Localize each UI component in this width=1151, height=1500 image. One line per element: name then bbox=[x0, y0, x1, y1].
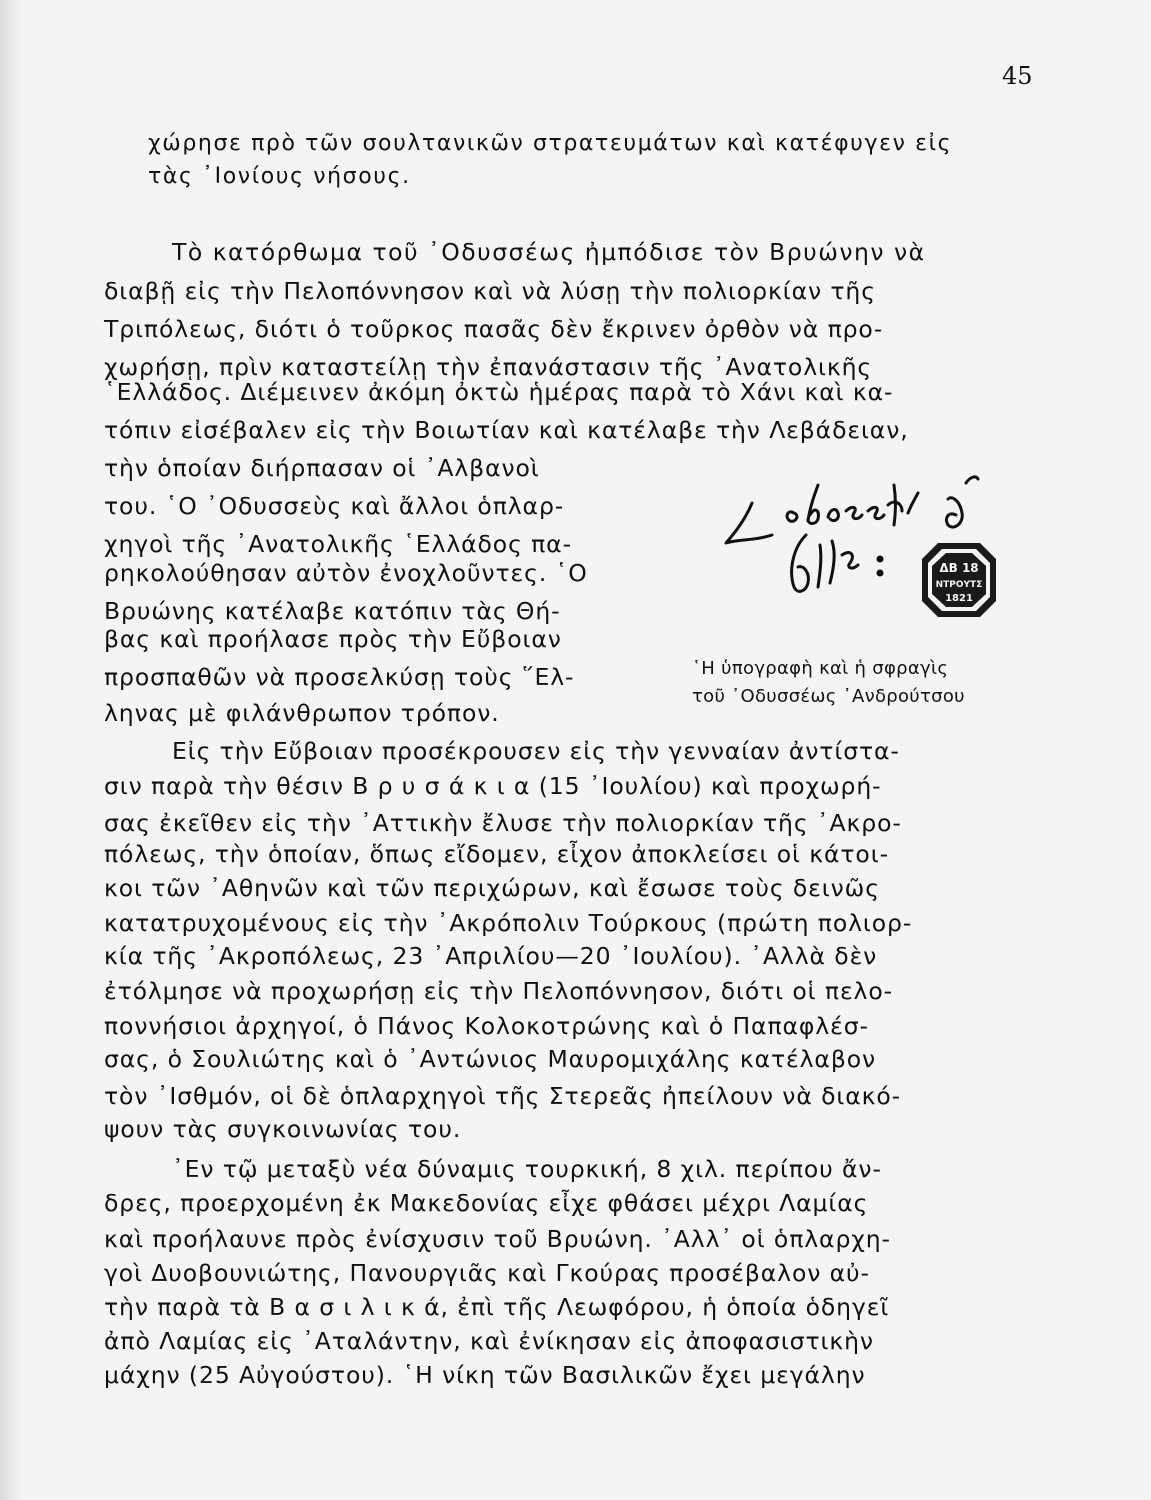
text-line: σας ἐκεῖθεν εἰς τὴν ᾽Αττικὴν ἔλυσε τὴν πολιορκίαν τῆς ᾽Ακρο- bbox=[104, 809, 902, 837]
page-edge-shadow bbox=[0, 0, 22, 1500]
text-line: ψουν τὰς συγκοινωνίας του. bbox=[104, 1115, 462, 1143]
text-line: σας, ὁ Σουλιώτης καὶ ὁ ᾽Αντώνιος Μαυρομιχάλης κατέλαβον bbox=[104, 1045, 877, 1073]
text-line: τὴν παρὰ τὰ Β α σ ι λ ι κ ά, ἐπὶ τῆς Λεωφόρου, ἡ ὁποία ὁδηγεῖ bbox=[104, 1293, 890, 1321]
text-line: διαβῇ εἰς τὴν Πελοπόννησον καὶ νὰ λύσῃ τὴν πολιορκίαν τῆς bbox=[104, 277, 876, 305]
text-line: ἐτόλμησε νὰ προχωρήσῃ εἰς τὴν Πελοπόννησον, διότι οἱ πελο- bbox=[104, 977, 894, 1005]
text-line: μάχην (25 Αὐγούστου). ῾Η νίκη τῶν Βασιλικῶν ἔχει μεγάλην bbox=[104, 1361, 866, 1389]
text-line: τὰς ᾽Ιονίους νήσους. bbox=[148, 164, 411, 189]
text-line: ἀπὸ Λαμίας εἰς ᾽Αταλάντην, καὶ ἐνίκησαν εἰς ἀποφασιστικὴν bbox=[104, 1327, 874, 1355]
text-line: Τριπόλεως, διότι ὁ τοῦρκος πασᾶς δὲν ἔκρινεν ὀρθὸν νὰ προ- bbox=[104, 315, 884, 343]
text-line: γοὶ Δυοβουνιώτης, Πανουργιᾶς καὶ Γκούρας προσέβαλον αὐ- bbox=[104, 1259, 870, 1287]
figure-caption-line: ῾Η ὑπογραφὴ καὶ ἡ σφραγὶς bbox=[692, 658, 949, 679]
text-line: χώρησε πρὸ τῶν σουλτανικῶν στρατευμάτων καὶ κατέφυγεν εἰς bbox=[148, 131, 953, 156]
seal-text-line: ΝΤΡΟΥΤΣ bbox=[935, 580, 983, 590]
text-line: δρες, προερχομένη ἐκ Μακεδονίας εἶχε φθάσει μέχρι Λαμίας bbox=[104, 1189, 869, 1217]
text-line: τὸν ᾽Ισθμόν, οἱ δὲ ὁπλαρχηγοὶ τῆς Στερεᾶς ἠπείλουν νὰ διακό- bbox=[104, 1082, 902, 1110]
text-line: χωρήσῃ, πρὶν καταστείλῃ τὴν ἐπανάστασιν τῆς ᾽Ανατολικῆς bbox=[104, 353, 873, 381]
text-line: τόπιν εἰσέβαλεν εἰς τὴν Βοιωτίαν καὶ κατέλαβε τὴν Λεβάδειαν, bbox=[104, 416, 909, 444]
text-line: Εἰς τὴν Εὔβοιαν προσέκρουσεν εἰς τὴν γενναίαν ἀντίστα- bbox=[172, 737, 900, 765]
text-line: προσπαθῶν νὰ προσελκύσῃ τοὺς ῞Ελ- bbox=[104, 663, 575, 691]
text-line: Βρυώνης κατέλαβε κατόπιν τὰς Θή- bbox=[104, 597, 561, 625]
figure-caption-line: τοῦ ᾽Οδυσσέως ᾽Ανδρούτσου bbox=[692, 686, 965, 707]
text-line: ᾽Εν τῷ μεταξὺ νέα δύναμις τουρκική, 8 χιλ. περίπου ἄν- bbox=[172, 1155, 882, 1183]
signature-and-seal-image bbox=[690, 455, 1060, 655]
text-line: κία τῆς ᾽Ακροπόλεως, 23 ᾽Απριλίου—20 ᾽Ιουλίου). ᾽Αλλὰ δὲν bbox=[104, 942, 878, 970]
text-line: ῾Ελλάδος. Διέμεινεν ἀκόμη ὀκτὼ ἡμέρας παρὰ τὸ Χάνι καὶ κα- bbox=[104, 378, 894, 406]
text-line: του. ῾Ο ᾽Οδυσσεὺς καὶ ἄλλοι ὁπλαρ- bbox=[104, 492, 565, 520]
text-line: ρηκολούθησαν αὐτὸν ἐνοχλοῦντες. ῾Ο bbox=[104, 559, 588, 587]
text-line: τὴν ὁποίαν διήρπασαν οἱ ᾽Αλβανοὶ bbox=[104, 454, 540, 482]
seal-icon bbox=[922, 543, 996, 617]
seal-text-line: ΔΒ 18 bbox=[939, 561, 979, 575]
text-line: σιν παρὰ τὴν θέσιν Β ρ υ σ ά κ ι α (15 ᾽Ιουλίου) καὶ προχωρή- bbox=[104, 772, 882, 800]
text-line: ληνας μὲ φιλάνθρωπον τρόπον. bbox=[104, 699, 500, 727]
text-line: ποννήσιοι ἀρχηγοί, ὁ Πάνος Κολοκοτρώνης καὶ ὁ Παπαφλέσ- bbox=[104, 1012, 869, 1040]
text-line: πόλεως, τὴν ὁποίαν, ὅπως εἴδομεν, εἶχον ἀποκλείσει οἱ κάτοι- bbox=[104, 840, 889, 868]
text-line: Τὸ κατόρθωμα τοῦ ᾽Οδυσσέως ἠμπόδισε τὸν Βρυώνην νὰ bbox=[172, 238, 926, 266]
text-line: χηγοὶ τῆς ᾽Ανατολικῆς ῾Ελλάδος πα- bbox=[104, 530, 572, 558]
seal-text-line: 1821 bbox=[945, 593, 973, 604]
text-line: καὶ προήλαυνε πρὸς ἐνίσχυσιν τοῦ Βρυώνη. ᾽Αλλ᾽ οἱ ὁπλαρχη- bbox=[104, 1225, 891, 1253]
text-line: κοι τῶν ᾽Αθηνῶν καὶ τῶν περιχώρων, καὶ ἔσωσε τοὺς δεινῶς bbox=[104, 874, 880, 902]
text-line: κατατρυχομένους εἰς τὴν ᾽Ακρόπολιν Τούρκους (πρώτη πολιορ- bbox=[104, 909, 913, 937]
page-number: 45 bbox=[1002, 62, 1033, 90]
text-line: βας καὶ προήλασε πρὸς τὴν Εὔβοιαν bbox=[104, 625, 562, 653]
